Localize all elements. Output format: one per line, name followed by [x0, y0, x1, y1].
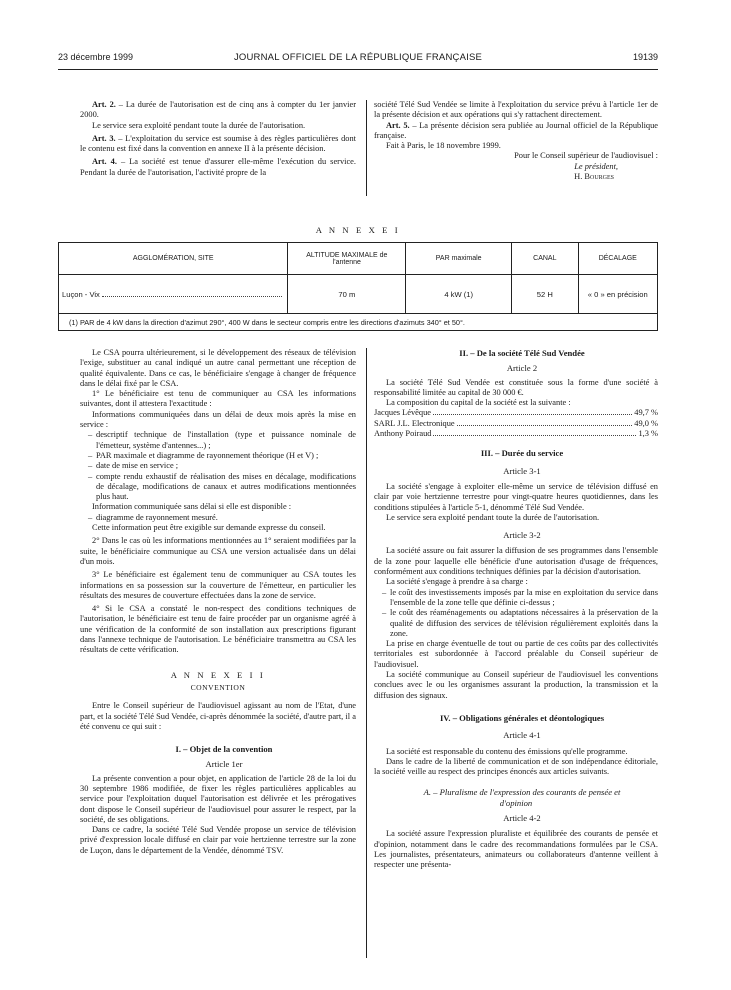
header-rule — [58, 69, 658, 70]
right-paragraph-10: Dans le cadre de la liberté de communication et de son indépendance éditoriale, la société veille au respect des principes énoncés aux articles suivants. — [374, 756, 658, 777]
capital-list — [374, 408, 658, 439]
left-list-2 — [80, 513, 356, 523]
table-footnote: (1) PAR de 4 kW dans la direction d'azimut 290°, 400 W dans le secteur compris entre les directions d'azimuts 340° et 50°. — [59, 314, 658, 331]
article-2: Art. 2. – La durée de l'autorisation est de cinq ans à compter du 1er janvier 2000. — [80, 100, 356, 120]
cell-canal: 52 H — [512, 275, 578, 314]
right-paragraph-7: La prise en charge éventuelle de tout ou partie de ces coûts par des collectivités territoriales est subordonnée à l'accord préalable du Conseil supérieur de l'audiovisuel. — [374, 639, 658, 669]
list-item: – le coût des réaménagements ou adaptations nécessaires à la préservation de la qualité de diffusion des services de télévision régulièrement exploités dans la zone. — [382, 608, 658, 639]
right-paragraph-2: La composition du capital de la société est la suivante : — [386, 398, 571, 408]
right-paragraph-5: La société assure ou fait assurer la diffusion de ses programmes dans l'ensemble de la zone pour laquelle elle bénéficie d'une autorisation d'usage de fréquences, conformément aux conditions techniques définies par la décision d'autorisation. — [374, 546, 658, 577]
cell-par: 4 kW (1) — [406, 275, 512, 314]
left-paragraph-6: 2° Dans le cas où les informations mentionnées au 1° seraient modifiées par la suite, le bénéficiaire communique au CSA une version actualisée dans un délai d'un mois. — [80, 536, 356, 566]
right-paragraph-4: Le service sera exploité pendant toute la durée de l'autorisation. — [386, 512, 600, 522]
left-paragraph-2: 1° Le bénéficiaire est tenu de communiquer au CSA les informations suivantes, dont il attestera l'exactitude : — [80, 389, 356, 409]
section-4-heading: IV. – Obligations générales et déontologiques — [439, 712, 605, 723]
capital-row: Jacques Lévêque 49,7 % — [374, 408, 658, 418]
annexe-2-title: A N N E X E I I — [170, 669, 266, 680]
article-1-heading: Article 1er — [205, 759, 243, 770]
right-paragraph-1: La société Télé Sud Vendée est constituée sous la forme d'une société à responsabilité limitée au capital de 30 000 €. — [374, 377, 658, 397]
list-item: – diagramme de rayonnement mesuré. — [88, 513, 356, 523]
article-4: Art. 4. – La société est tenue d'assurer elle-même l'exécution du service. Pendant la durée de l'autorisation, l'activité propre de la — [80, 157, 356, 177]
column-header-par: PAR maximale — [406, 243, 512, 275]
left-paragraph-7: 3° Le bénéficiaire est également tenu de communiquer au CSA toutes les informations en sa possession sur la couverture de l'émetteur, en particulier les résultats des mesures de couverture effectuées dans la zone de service. — [80, 570, 356, 600]
annexe-1-table — [58, 242, 658, 331]
top-column-divider — [366, 100, 367, 196]
column-header-site: AGGLOMÉRATION, SITE — [59, 243, 288, 275]
list-item: – PAR maximale et diagramme de rayonnement théorique (H et V) ; — [88, 451, 356, 461]
article-1-paragraph-1: La présente convention a pour objet, en application de l'article 28 de la loi du 30 septembre 1986 modifiée, de fixer les règles particulières applicables au service pour l'exploitation duquel l'autorisation est délivrée et les prérogatives dont dispose le Conseil supérieur de l'audiovisuel pour assurer le respect, par la société, de ses obligations. — [80, 773, 356, 824]
signature-council: Pour le Conseil supérieur de l'audiovisuel : — [514, 151, 658, 161]
annexe-1-title: A N N E X E I — [315, 225, 401, 235]
right-paragraph-6: La société s'engage à prendre à sa charge : — [386, 577, 528, 587]
right-paragraph-8: La société communique au Conseil supérieur de l'audiovisuel les conventions conclues avec le ou les organismes assurant la production, la transmission et la diffusion des signaux. — [374, 670, 658, 700]
cell-altitude: 70 m — [288, 275, 406, 314]
article-3-2-heading: Article 3-2 — [503, 530, 541, 541]
list-item: – le coût des investissements imposés par la mise en exploitation du service dans l'ensemble de la zone telle que définie ci-dessus ; — [382, 588, 658, 609]
right-paragraph-3: La société s'engage à exploiter elle-même un service de télévision diffusé en clair par voie hertzienne terrestre pour vingt-quatre heures quotidiennes, dans les conditions stipulées à l'article 5-1, dénommé Télé Sud Vendée. — [374, 481, 658, 512]
column-header-altitude: ALTITUDE MAXIMALE de l'antenne — [288, 243, 406, 275]
right-list — [374, 588, 658, 639]
table-row — [59, 275, 658, 314]
article-2-paragraph: Le service sera exploité pendant toute la durée de l'autorisation. — [92, 120, 306, 130]
bottom-column-divider — [366, 348, 367, 958]
capital-row: Anthony Poiraud 1,3 % — [374, 429, 658, 439]
column-header-decalage: DÉCALAGE — [578, 243, 657, 275]
bottom-right-column — [374, 348, 658, 870]
top-left-column — [80, 100, 356, 178]
right-paragraph-9: La société est responsable du contenu des émissions qu'elle programme. — [386, 746, 628, 756]
article-4-2-heading: Article 4-2 — [503, 812, 541, 823]
table-note-row — [59, 314, 658, 331]
capital-row: SARL J.L. Electronique 49,0 % — [374, 418, 658, 428]
left-paragraph-8: 4° Si le CSA a constaté le non-respect des conditions techniques de l'autorisation, le bénéficiaire est tenu de faire procéder par un organisme agréé à une vérification de la conformité de son installation aux prescriptions figurant dans l'annexe technique de l'autorisation. Le bénéficiaire transmettra au CSA les résultats de cette vérification. — [80, 604, 356, 655]
article-2-heading: Article 2 — [506, 363, 538, 374]
signature-name: H. Bourges — [574, 172, 614, 182]
convention-heading: CONVENTION — [190, 682, 246, 692]
fait-a-paris: Fait à Paris, le 18 novembre 1999. — [386, 141, 501, 151]
header-page-number: 19139 — [632, 52, 658, 62]
article-3: Art. 3. – L'exploitation du service est soumise à des règles particulières dont le contenu est fixé dans la convention en annexe II à la présente décision. — [80, 133, 356, 154]
top-right-column — [374, 100, 658, 182]
list-item: – descriptif technique de l'installation (type et puissance nominale de l'émetteur, système d'antennes...) ; — [88, 430, 356, 451]
article-3-1-heading: Article 3-1 — [503, 465, 541, 476]
list-item: – compte rendu exhaustif de réalisation des mises en décalage, modifications de décalage, modifications de canaux et autres modifications mentionnées plus haut. — [88, 472, 356, 503]
page-header — [58, 52, 658, 66]
article-4-continued: société Télé Sud Vendée se limite à l'exploitation du service prévu à l'article 1er de la présente décision et aux opérations qui s'y rattachent directement. — [374, 100, 658, 120]
left-paragraph-3: Informations communiquées dans un délai de deux mois après la mise en service : — [80, 409, 356, 430]
cell-decalage: « 0 » en précision — [578, 275, 657, 314]
section-1-heading: I. – Objet de la convention — [175, 744, 273, 755]
column-header-canal: CANAL — [512, 243, 578, 275]
left-paragraph-4: Information communiquée sans délai si elle est disponible : — [92, 502, 292, 512]
signature-title: Le président, — [574, 161, 618, 171]
article-1-paragraph-2: Dans ce cadre, la société Télé Sud Vendée propose un service de télévision privé d'expression locale diffusé en clair par voie hertzienne terrestre sur la zone de Luçon, dans le département de la Vendée, dénommé TSV. — [80, 825, 356, 855]
header-date: 23 décembre 1999 — [58, 52, 134, 62]
section-3-heading: III. – Durée du service — [480, 448, 564, 459]
article-5: Art. 5. – La présente décision sera publiée au Journal officiel de la République française. — [374, 120, 658, 140]
right-paragraph-11: La société assure l'expression pluraliste et équilibrée des courants de pensée et d'opinion, notamment dans le cadre des recommandations formulées par le CSA. Les journalistes, présentateurs, animateurs ou collaborateurs d'antenne veillent à respecter une présenta- — [374, 829, 658, 870]
left-list-1 — [80, 430, 356, 502]
header-journal-title: JOURNAL OFFICIEL DE LA RÉPUBLIQUE FRANÇAISE — [233, 52, 483, 63]
left-paragraph-1: Le CSA pourra ultérieurement, si le développement des réseaux de télévision l'exige, substituer au canal indiqué un autre canal permettant une réception de qualité équivalente. Dans ce cas, le bénéficiaire s'engage à changer de fréquence dans le délai fixé par le CSA. — [80, 348, 356, 388]
article-4-1-heading: Article 4-1 — [503, 730, 541, 741]
list-item: – date de mise en service ; — [88, 461, 356, 471]
table-header-row — [59, 243, 658, 275]
bottom-left-column — [80, 348, 356, 856]
convention-preamble: Entre le Conseil supérieur de l'audiovisuel agissant au nom de l'Etat, d'une part, et la société Télé Sud Vendée, ci-après dénommée la société, d'autre part, il a été convenu ce qui suit : — [80, 701, 356, 731]
subsection-a-heading: A. – Pluralisme de l'expression des courants de pensée et d'opinion — [423, 787, 621, 808]
left-paragraph-5: Cette information peut être exigible sur demande expresse du conseil. — [92, 523, 326, 533]
section-2-heading: II. – De la société Télé Sud Vendée — [459, 348, 585, 358]
cell-site: Luçon - Vix — [59, 275, 288, 314]
